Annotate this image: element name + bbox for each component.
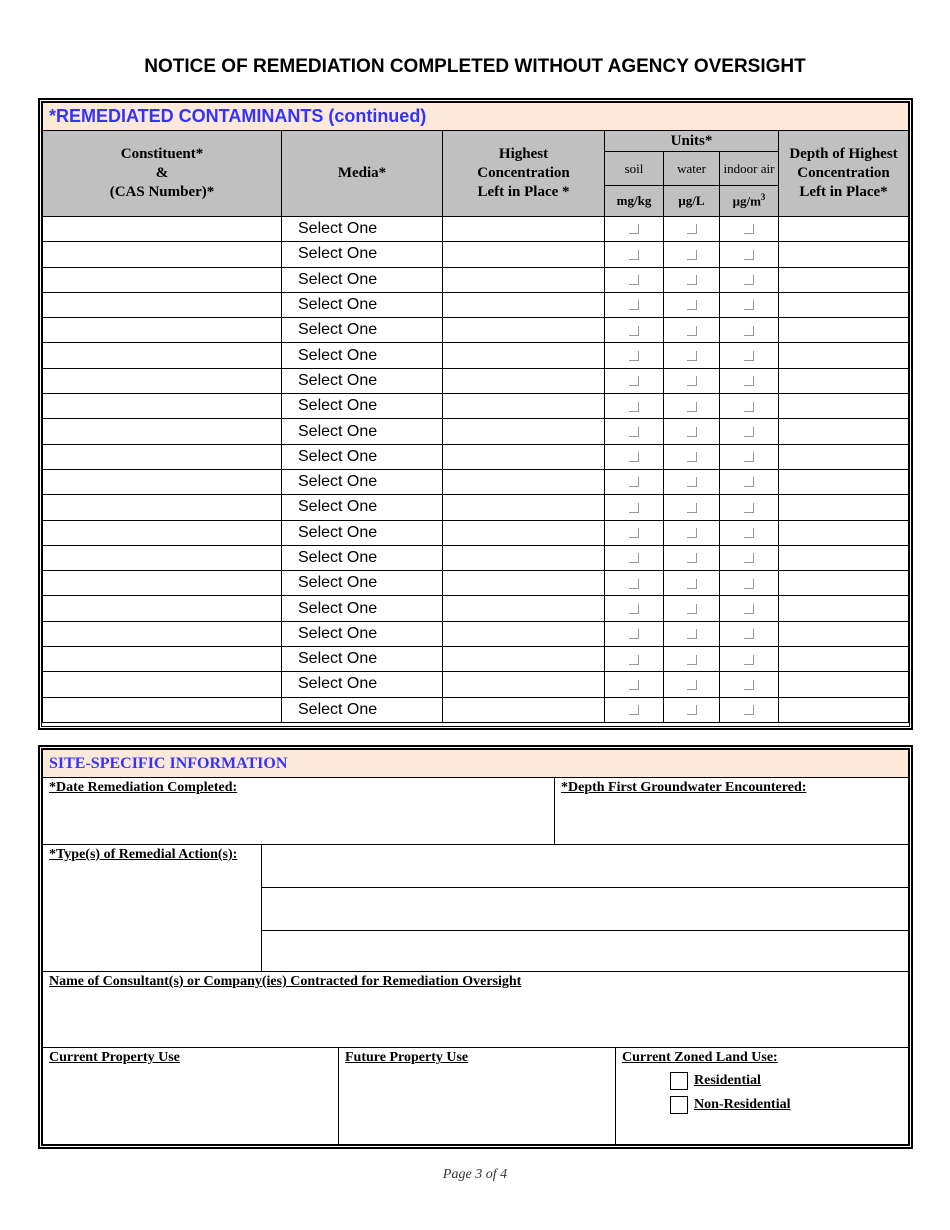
concentration-input[interactable]: [443, 495, 605, 520]
concentration-input[interactable]: [443, 444, 605, 469]
table-row: [43, 419, 909, 444]
unit-soil-cell: [605, 242, 664, 267]
unit-water-cell: [664, 647, 720, 672]
table-row: [43, 571, 909, 596]
unit-water-checkbox[interactable]: [687, 452, 697, 462]
depth-input[interactable]: [779, 495, 909, 520]
unit-water-checkbox[interactable]: [687, 655, 697, 665]
unit-air-checkbox[interactable]: [744, 680, 754, 690]
unit-soil-cell: [605, 267, 664, 292]
remedial-action-field-2[interactable]: [262, 888, 909, 931]
constituent-input[interactable]: [43, 596, 282, 621]
unit-water-cell: [664, 444, 720, 469]
constituent-input[interactable]: [43, 242, 282, 267]
unit-air-cell: [720, 672, 779, 697]
depth-input[interactable]: [779, 419, 909, 444]
concentration-input[interactable]: [443, 672, 605, 697]
unit-water-cell: [664, 267, 720, 292]
unit-air-checkbox[interactable]: [744, 326, 754, 336]
table-row: [43, 394, 909, 419]
concentration-input[interactable]: [443, 343, 605, 368]
concentration-input[interactable]: [443, 596, 605, 621]
unit-soil-checkbox[interactable]: [629, 528, 639, 538]
unit-air-checkbox[interactable]: [744, 629, 754, 639]
unit-soil-checkbox[interactable]: [629, 376, 639, 386]
depth-input[interactable]: [779, 596, 909, 621]
constituent-input[interactable]: [43, 267, 282, 292]
concentration-input[interactable]: [443, 520, 605, 545]
unit-water-cell: [664, 343, 720, 368]
current-property-use-field[interactable]: Current Property Use: [43, 1048, 339, 1145]
unit-air-cell: [720, 621, 779, 646]
unit-water-cell: [664, 242, 720, 267]
remedial-action-field-3[interactable]: [262, 931, 909, 972]
unit-air-checkbox[interactable]: [744, 275, 754, 285]
depth-input[interactable]: [779, 267, 909, 292]
unit-soil-cell: [605, 672, 664, 697]
header-media: Media*: [282, 131, 443, 217]
unit-soil-checkbox[interactable]: [629, 275, 639, 285]
unit-soil-checkbox[interactable]: [629, 705, 639, 715]
constituent-input[interactable]: [43, 697, 282, 722]
unit-soil-checkbox[interactable]: [629, 452, 639, 462]
unit-indoor-air: indoor air: [720, 152, 779, 186]
unit-soil-checkbox[interactable]: [629, 224, 639, 234]
unit-air-cell: [720, 292, 779, 317]
unit-ugm3: $\mu g/m^3$: [720, 186, 779, 217]
unit-soil-cell: [605, 520, 664, 545]
concentration-input[interactable]: [443, 697, 605, 722]
contaminants-section: [38, 98, 913, 730]
unit-soil-checkbox[interactable]: [629, 680, 639, 690]
table-row: [43, 444, 909, 469]
depth-input[interactable]: [779, 672, 909, 697]
site-section: [38, 745, 913, 1149]
depth-input[interactable]: [779, 621, 909, 646]
media-select[interactable]: Select One: [282, 469, 443, 494]
unit-soil-cell: [605, 444, 664, 469]
unit-soil-cell: [605, 419, 664, 444]
media-select[interactable]: Select One: [282, 444, 443, 469]
depth-input[interactable]: [779, 571, 909, 596]
unit-air-cell: [720, 217, 779, 242]
unit-soil-checkbox[interactable]: [629, 326, 639, 336]
concentration-input[interactable]: [443, 217, 605, 242]
table-row: [43, 469, 909, 494]
unit-water-checkbox[interactable]: [687, 275, 697, 285]
concentration-input[interactable]: [443, 242, 605, 267]
unit-water-cell: [664, 495, 720, 520]
date-completed-field[interactable]: *Date Remediation Completed:: [43, 778, 555, 845]
unit-water-checkbox[interactable]: [687, 579, 697, 589]
constituent-input[interactable]: [43, 571, 282, 596]
unit-soil-cell: [605, 394, 664, 419]
table-row: [43, 343, 909, 368]
media-select[interactable]: Select One: [282, 394, 443, 419]
unit-water-checkbox[interactable]: [687, 351, 697, 361]
concentration-input[interactable]: [443, 571, 605, 596]
constituent-input[interactable]: [43, 368, 282, 393]
depth-input[interactable]: [779, 242, 909, 267]
unit-water-checkbox[interactable]: [687, 224, 697, 234]
media-select[interactable]: Select One: [282, 672, 443, 697]
concentration-input[interactable]: [443, 419, 605, 444]
unit-air-cell: [720, 419, 779, 444]
concentration-input[interactable]: [443, 647, 605, 672]
unit-soil: soil: [605, 152, 664, 186]
unit-water-cell: [664, 419, 720, 444]
unit-air-cell: [720, 495, 779, 520]
media-select[interactable]: Select One: [282, 520, 443, 545]
unit-air-cell: [720, 343, 779, 368]
table-row: [43, 318, 909, 343]
contaminants-heading: *REMEDIATED CONTAMINANTS (continued): [43, 103, 909, 131]
media-select[interactable]: Select One: [282, 621, 443, 646]
unit-water-checkbox[interactable]: [687, 503, 697, 513]
table-row: [43, 697, 909, 722]
unit-soil-checkbox[interactable]: [629, 427, 639, 437]
unit-soil-checkbox[interactable]: [629, 250, 639, 260]
constituent-input[interactable]: [43, 444, 282, 469]
unit-water-cell: [664, 672, 720, 697]
media-select[interactable]: Select One: [282, 242, 443, 267]
media-select[interactable]: Select One: [282, 318, 443, 343]
remedial-action-label: *Type(s) of Remedial Action(s):: [43, 845, 262, 972]
concentration-input[interactable]: [443, 469, 605, 494]
media-select[interactable]: Select One: [282, 419, 443, 444]
unit-water-cell: [664, 571, 720, 596]
header-units: Units*: [605, 131, 779, 152]
media-select[interactable]: Select One: [282, 647, 443, 672]
concentration-input[interactable]: [443, 318, 605, 343]
table-row: [43, 495, 909, 520]
unit-soil-checkbox[interactable]: [629, 477, 639, 487]
depth-input[interactable]: [779, 697, 909, 722]
unit-water-checkbox[interactable]: [687, 402, 697, 412]
site-heading: SITE-SPECIFIC INFORMATION: [43, 750, 909, 778]
concentration-input[interactable]: [443, 394, 605, 419]
page-footer: Page 3 of 4: [442, 1167, 508, 1182]
media-select[interactable]: Select One: [282, 545, 443, 570]
unit-air-cell: [720, 267, 779, 292]
header-highest-concentration: Highest Concentration Left in Place *: [443, 131, 605, 217]
depth-input[interactable]: [779, 469, 909, 494]
unit-air-cell: [720, 520, 779, 545]
unit-air-cell: [720, 368, 779, 393]
unit-air-checkbox[interactable]: [744, 452, 754, 462]
unit-air-checkbox[interactable]: [744, 351, 754, 361]
unit-water-checkbox[interactable]: [687, 604, 697, 614]
unit-air-checkbox[interactable]: [744, 503, 754, 513]
unit-soil-cell: [605, 621, 664, 646]
unit-soil-checkbox[interactable]: [629, 503, 639, 513]
unit-water: water: [664, 152, 720, 186]
unit-water-cell: [664, 394, 720, 419]
unit-water-checkbox[interactable]: [687, 477, 697, 487]
table-row: [43, 596, 909, 621]
media-select[interactable]: Select One: [282, 217, 443, 242]
table-row: [43, 520, 909, 545]
media-select[interactable]: Select One: [282, 495, 443, 520]
media-select[interactable]: Select One: [282, 343, 443, 368]
concentration-input[interactable]: [443, 368, 605, 393]
residential-option[interactable]: Residential: [670, 1072, 902, 1090]
media-select[interactable]: Select One: [282, 292, 443, 317]
contaminants-table: [42, 102, 909, 723]
media-select[interactable]: Select One: [282, 571, 443, 596]
concentration-input[interactable]: [443, 267, 605, 292]
constituent-input[interactable]: [43, 545, 282, 570]
unit-water-checkbox[interactable]: [687, 553, 697, 563]
unit-soil-checkbox[interactable]: [629, 629, 639, 639]
unit-soil-cell: [605, 343, 664, 368]
table-row: [43, 368, 909, 393]
page-title: NOTICE OF REMEDIATION COMPLETED WITHOUT AGENCY OVERSIGHT: [144, 56, 806, 77]
constituent-input[interactable]: [43, 621, 282, 646]
unit-water-checkbox[interactable]: [687, 705, 697, 715]
table-row: [43, 217, 909, 242]
future-property-use-field[interactable]: Future Property Use: [339, 1048, 616, 1145]
unit-air-cell: [720, 697, 779, 722]
table-row: [43, 647, 909, 672]
unit-mgkg: mg/kg: [605, 186, 664, 217]
unit-soil-cell: [605, 469, 664, 494]
unit-soil-checkbox[interactable]: [629, 300, 639, 310]
unit-air-cell: [720, 596, 779, 621]
unit-air-cell: [720, 571, 779, 596]
non-residential-checkbox[interactable]: [670, 1096, 688, 1114]
depth-input[interactable]: [779, 368, 909, 393]
unit-air-cell: [720, 444, 779, 469]
unit-water-cell: [664, 545, 720, 570]
unit-ugl: μg/L: [664, 186, 720, 217]
consultant-field[interactable]: Name of Consultant(s) or Company(ies) Contracted for Remediation Oversight: [43, 972, 909, 1048]
groundwater-depth-field[interactable]: *Depth First Groundwater Encountered:: [555, 778, 909, 845]
unit-soil-checkbox[interactable]: [629, 604, 639, 614]
unit-water-cell: [664, 292, 720, 317]
unit-air-checkbox[interactable]: [744, 553, 754, 563]
unit-air-cell: [720, 394, 779, 419]
unit-soil-cell: [605, 545, 664, 570]
unit-soil-cell: [605, 292, 664, 317]
unit-air-checkbox[interactable]: [744, 250, 754, 260]
unit-air-checkbox[interactable]: [744, 528, 754, 538]
unit-water-cell: [664, 217, 720, 242]
non-residential-option[interactable]: Non - Residential: [670, 1096, 902, 1114]
unit-water-cell: [664, 596, 720, 621]
constituent-input[interactable]: [43, 343, 282, 368]
unit-air-checkbox[interactable]: [744, 477, 754, 487]
depth-input[interactable]: [779, 343, 909, 368]
constituent-input[interactable]: [43, 647, 282, 672]
unit-air-checkbox[interactable]: [744, 376, 754, 386]
table-row: [43, 545, 909, 570]
depth-input[interactable]: [779, 520, 909, 545]
unit-air-checkbox[interactable]: [744, 224, 754, 234]
unit-soil-checkbox[interactable]: [629, 553, 639, 563]
unit-soil-cell: [605, 368, 664, 393]
unit-air-cell: [720, 545, 779, 570]
zoned-land-use: Current Zoned Land Use: Residential Non - Residential: [616, 1048, 909, 1145]
unit-air-checkbox[interactable]: [744, 655, 754, 665]
unit-soil-checkbox[interactable]: [629, 579, 639, 589]
depth-input[interactable]: [779, 217, 909, 242]
constituent-input[interactable]: [43, 469, 282, 494]
table-row: [43, 242, 909, 267]
constituent-input[interactable]: [43, 394, 282, 419]
media-select[interactable]: Select One: [282, 368, 443, 393]
concentration-input[interactable]: [443, 621, 605, 646]
unit-air-checkbox[interactable]: [744, 579, 754, 589]
unit-soil-cell: [605, 697, 664, 722]
constituent-input[interactable]: [43, 672, 282, 697]
unit-water-checkbox[interactable]: [687, 528, 697, 538]
unit-soil-cell: [605, 596, 664, 621]
remedial-action-field-1[interactable]: [262, 845, 909, 888]
concentration-input[interactable]: [443, 292, 605, 317]
depth-input[interactable]: [779, 545, 909, 570]
unit-air-checkbox[interactable]: [744, 300, 754, 310]
media-select[interactable]: Select One: [282, 267, 443, 292]
unit-water-checkbox[interactable]: [687, 300, 697, 310]
unit-air-cell: [720, 242, 779, 267]
unit-air-checkbox[interactable]: [744, 402, 754, 412]
table-row: [43, 672, 909, 697]
unit-water-cell: [664, 469, 720, 494]
unit-air-cell: [720, 469, 779, 494]
unit-soil-checkbox[interactable]: [629, 402, 639, 412]
unit-water-cell: [664, 520, 720, 545]
depth-input[interactable]: [779, 444, 909, 469]
header-depth: Depth of Highest Concentration Left in Place*: [779, 131, 909, 217]
unit-water-checkbox[interactable]: [687, 376, 697, 386]
table-row: [43, 292, 909, 317]
constituent-input[interactable]: [43, 292, 282, 317]
unit-air-checkbox[interactable]: [744, 427, 754, 437]
depth-input[interactable]: [779, 647, 909, 672]
residential-checkbox[interactable]: [670, 1072, 688, 1090]
unit-soil-checkbox[interactable]: [629, 351, 639, 361]
unit-air-checkbox[interactable]: [744, 604, 754, 614]
unit-water-checkbox[interactable]: [687, 326, 697, 336]
unit-water-checkbox[interactable]: [687, 427, 697, 437]
unit-soil-cell: [605, 495, 664, 520]
unit-air-cell: [720, 647, 779, 672]
unit-water-cell: [664, 697, 720, 722]
site-table: [42, 749, 909, 1145]
unit-water-cell: [664, 368, 720, 393]
header-constituent: Constituent* & (CAS Number)*: [43, 131, 282, 217]
unit-water-cell: [664, 621, 720, 646]
depth-input[interactable]: [779, 394, 909, 419]
unit-soil-checkbox[interactable]: [629, 655, 639, 665]
unit-water-checkbox[interactable]: [687, 250, 697, 260]
depth-input[interactable]: [779, 292, 909, 317]
unit-air-checkbox[interactable]: [744, 705, 754, 715]
depth-input[interactable]: [779, 318, 909, 343]
constituent-input[interactable]: [43, 520, 282, 545]
unit-air-cell: [720, 318, 779, 343]
constituent-input[interactable]: [43, 495, 282, 520]
unit-soil-cell: [605, 571, 664, 596]
media-select[interactable]: Select One: [282, 697, 443, 722]
constituent-input[interactable]: [43, 318, 282, 343]
unit-soil-cell: [605, 647, 664, 672]
constituent-input[interactable]: [43, 217, 282, 242]
unit-water-checkbox[interactable]: [687, 680, 697, 690]
unit-soil-cell: [605, 318, 664, 343]
table-row: [43, 621, 909, 646]
media-select[interactable]: Select One: [282, 596, 443, 621]
unit-water-checkbox[interactable]: [687, 629, 697, 639]
table-row: [43, 267, 909, 292]
unit-soil-cell: [605, 217, 664, 242]
concentration-input[interactable]: [443, 545, 605, 570]
unit-water-cell: [664, 318, 720, 343]
constituent-input[interactable]: [43, 419, 282, 444]
